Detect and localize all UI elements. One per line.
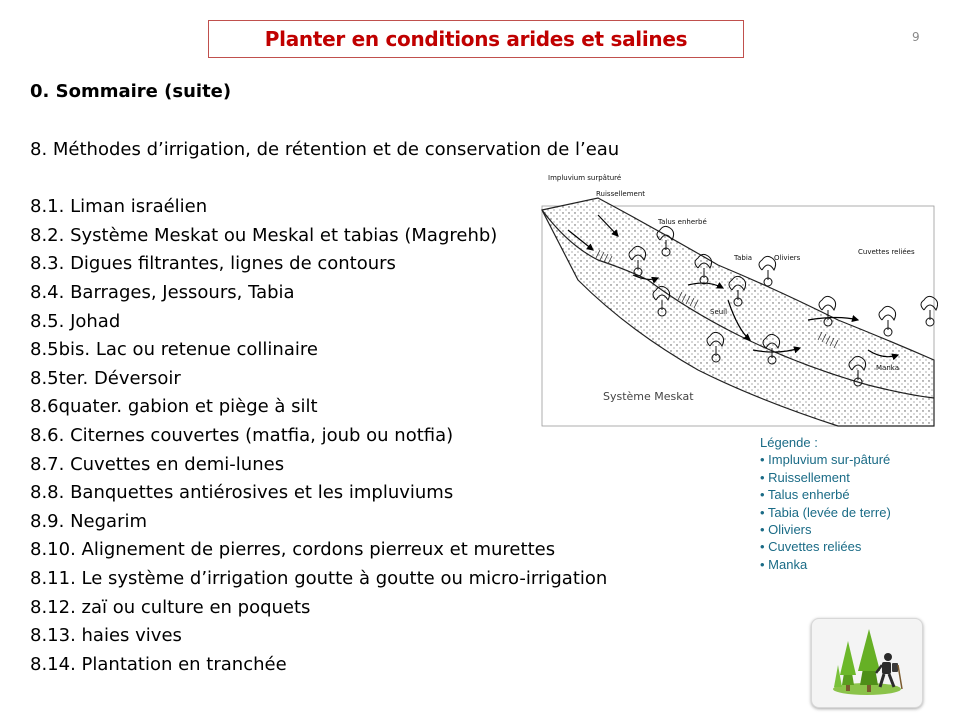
legend-title: Légende : (760, 435, 818, 450)
list-item: 8.5. Johad (30, 310, 121, 332)
list-item: 8.12. zaï ou culture en poquets (30, 596, 311, 618)
list-item: 8.13. haies vives (30, 625, 182, 647)
list-item: 8.11. Le système d’irrigation goutte à goutte ou micro-irrigation (30, 567, 608, 589)
list-item: 8.5ter. Déversoir (30, 367, 181, 389)
logo (811, 618, 923, 708)
list-item: 8.6quater. gabion et piège à silt (30, 396, 318, 418)
legend-item: • Impluvium sur-pâturé (760, 452, 891, 468)
label-cuvettes: Cuvettes reliées (858, 248, 915, 256)
label-seuil: Seuil (710, 308, 728, 316)
label-tabia: Tabia (734, 254, 753, 262)
list-item: 8.6. Citernes couvertes (matfia, joub ou notfia) (30, 424, 454, 446)
label-oliviers: Oliviers (774, 254, 801, 262)
legend-item: • Manka (760, 556, 808, 572)
label-ruissellement: Ruissellement (596, 190, 646, 198)
page-title: Planter en conditions arides et salines (264, 27, 688, 51)
legend-item: • Cuvettes reliées (760, 539, 862, 555)
label-talus: Talus enherbé (658, 218, 707, 226)
legend-item: • Talus enherbé (760, 487, 850, 503)
label-manka: Manka (876, 364, 899, 372)
legend-item: • Ruissellement (760, 469, 850, 485)
legend-item: • Oliviers (760, 522, 812, 538)
list-item: 8.10. Alignement de pierres, cordons pierreux et murettes (30, 539, 556, 561)
title-box (208, 20, 744, 58)
summary-heading: 0. Sommaire (suite) (30, 81, 232, 102)
list-item: 8.14. Plantation en tranchée (30, 653, 287, 675)
trees-hiker-icon (812, 619, 922, 707)
section-title: 8. Méthodes d’irrigation, de rétention et de conservation de l’eau (30, 138, 620, 160)
label-impluvium: Impluvium surpâturé (548, 174, 622, 182)
diagram-caption: Système Meskat (603, 390, 694, 403)
list-item: 8.7. Cuvettes en demi-lunes (30, 453, 285, 475)
legend (760, 434, 891, 573)
page-number: 9 (912, 30, 920, 44)
legend-item: • Tabia (levée de terre) (760, 504, 891, 520)
list-item: 8.3. Digues filtrantes, lignes de contours (30, 253, 396, 275)
meskat-diagram (538, 170, 938, 428)
list-item: 8.5bis. Lac ou retenue collinaire (30, 339, 318, 361)
list-item: 8.4. Barrages, Jessours, Tabia (30, 281, 295, 303)
list-item: 8.8. Banquettes antiérosives et les impluviums (30, 482, 454, 504)
list-item: 8.1. Liman israélien (30, 196, 208, 218)
list-item: 8.9. Negarim (30, 510, 147, 532)
list-item: 8.2. Système Meskat ou Meskal et tabias (Magrehb) (30, 224, 498, 246)
